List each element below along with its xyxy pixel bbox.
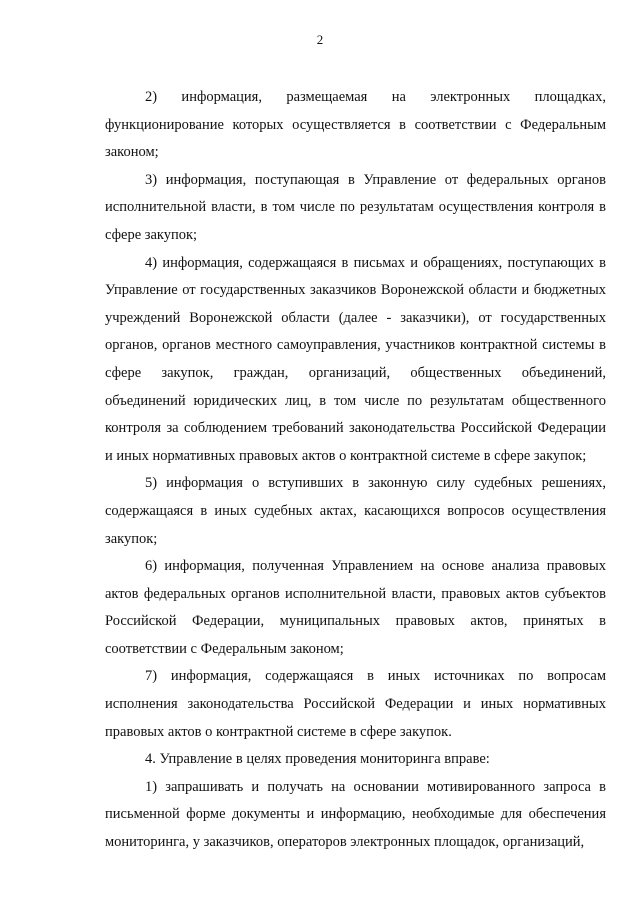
page-number: 2 <box>316 32 324 47</box>
list-item-2: 2) информация, размещаемая на электронных площадках, функционирование которых осуществляется в соответствии с Федеральным законом; <box>105 89 606 161</box>
document-body <box>105 84 606 857</box>
list-item-6: 6) информация, полученная Управлением на основе анализа правовых актов федеральных органов исполнительной власти, правовых актов субъектов Российской Федерации, муниципальных правовых актов, принятых в соответствии с Федеральным законом; <box>105 558 606 657</box>
list-item-3: 3) информация, поступающая в Управление от федеральных органов исполнительной власти, в том числе по результатам осуществления контроля в сфере закупок; <box>105 171 606 243</box>
section-4-item-1: 1) запрашивать и получать на основании мотивированного запроса в письменной форме документы и информацию, необходимые для обеспечения мониторинга, у заказчиков, операторов электронных площадок, организаций, <box>105 778 606 851</box>
list-item-4: 4) информация, содержащаяся в письмах и обращениях, поступающих в Управление от государственных заказчиков Воронежской области и бюджетных учреждений Воронежской области (далее - заказчики), от государственных органов, органов местного самоуправления, участников контрактной системы в сфере закупок, граждан, организаций, общественных объединений, объединений юридических лиц, в том числе по результатам общественного контроля за соблюдением требований законодательства Российской Федерации и иных нормативных правовых актов о контрактной системе в сфере закупок; <box>105 254 606 464</box>
list-item-5: 5) информация о вступивших в законную силу судебных решениях, содержащаяся в иных судебных актах, касающихся вопросов осуществления закупок; <box>105 475 606 547</box>
section-4-heading: 4. Управление в целях проведения мониторинга вправе: <box>145 751 490 768</box>
list-item-7: 7) информация, содержащаяся в иных источниках по вопросам исполнения законодательства Российской Федерации и иных нормативных правовых актов о контрактной системе в сфере закупок. <box>105 668 606 740</box>
